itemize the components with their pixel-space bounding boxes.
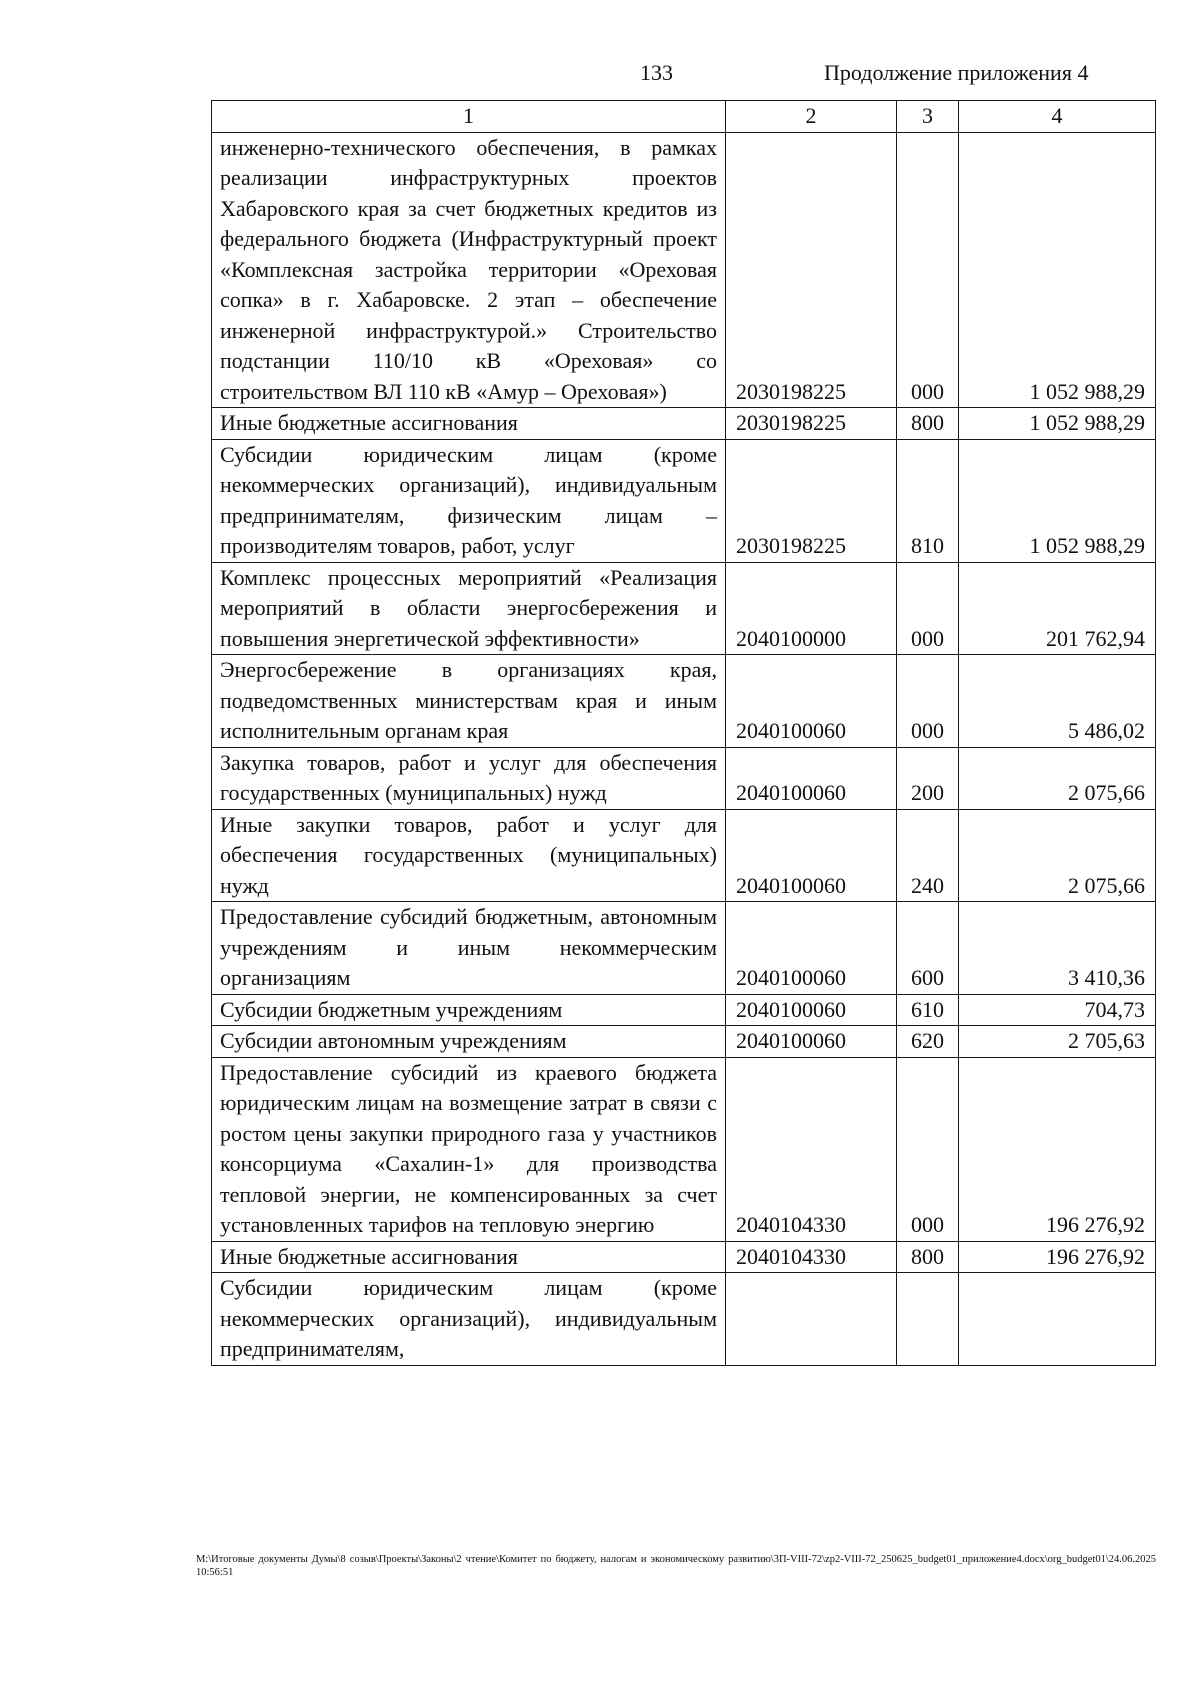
row-amount: 196 276,92: [959, 1241, 1156, 1273]
table-row: [212, 655, 1156, 748]
row-description: Комплекс процессных мероприятий «Реализация мероприятий в области энергосбережения и повышения энергетической эффективности»: [212, 562, 726, 655]
row-amount: 3 410,36: [959, 902, 1156, 995]
row-description: Субсидии автономным учреждениям: [212, 1026, 726, 1058]
row-description: Иные бюджетные ассигнования: [212, 408, 726, 440]
row-description: Предоставление субсидий бюджетным, автономным учреждениям и иным некоммерческим организациям: [212, 902, 726, 995]
row-description: Иные закупки товаров, работ и услуг для обеспечения государственных (муниципальных) нужд: [212, 809, 726, 902]
column-header-1: 1: [212, 101, 726, 133]
table-row: [212, 1057, 1156, 1241]
row-amount: 1 052 988,29: [959, 132, 1156, 408]
row-kind: 000: [897, 1057, 959, 1241]
row-code: 2040104330: [726, 1241, 897, 1273]
row-kind: 240: [897, 809, 959, 902]
row-description: Предоставление субсидий из краевого бюджета юридическим лицам на возмещение затрат в связи с ростом цены закупки природного газа у участников консорциума «Сахалин-1» для производства тепловой энергии, не компенсированных за счет установленных тарифов на тепловую энергию: [212, 1057, 726, 1241]
row-kind: 620: [897, 1026, 959, 1058]
row-kind: 610: [897, 994, 959, 1026]
row-description: Энергосбережение в организациях края, подведомственных министерствам края и иным исполнительным органам края: [212, 655, 726, 748]
continuation-label: Продолжение приложения 4: [824, 60, 1089, 85]
column-header-3: 3: [897, 101, 959, 133]
row-description: Субсидии бюджетным учреждениям: [212, 994, 726, 1026]
row-amount: 704,73: [959, 994, 1156, 1026]
table-row: [212, 562, 1156, 655]
row-amount: 196 276,92: [959, 1057, 1156, 1241]
row-code: 2040100000: [726, 562, 897, 655]
row-code: 2040100060: [726, 747, 897, 809]
budget-table: [211, 100, 1156, 1366]
row-amount: [959, 1273, 1156, 1366]
row-description: Субсидии юридическим лицам (кроме некоммерческих организаций), индивидуальным предпринимателям, физическим лицам – производителям товаров, работ, услуг: [212, 439, 726, 562]
table-row: [212, 994, 1156, 1026]
row-code: 2030198225: [726, 132, 897, 408]
row-description: инженерно-технического обеспечения, в рамках реализации инфраструктурных проектов Хабаровского края за счет бюджетных кредитов из федерального бюджета (Инфраструктурный проект «Комплексная застройка территории «Ореховая сопка» в г. Хабаровске. 2 этап – обеспечение инженерной инфраструктурой.» Строительство подстанции 110/10 кВ «Ореховая» со строительством ВЛ 110 кВ «Амур – Ореховая»): [212, 132, 726, 408]
row-description: Субсидии юридическим лицам (кроме некоммерческих организаций), индивидуальным предпринимателям,: [212, 1273, 726, 1366]
page-number: 133: [640, 60, 673, 85]
row-code: 2040100060: [726, 994, 897, 1026]
row-amount: 2 705,63: [959, 1026, 1156, 1058]
row-amount: 2 075,66: [959, 809, 1156, 902]
row-code: 2040104330: [726, 1057, 897, 1241]
row-description: Закупка товаров, работ и услуг для обеспечения государственных (муниципальных) нужд: [212, 747, 726, 809]
table-row: [212, 1241, 1156, 1273]
row-amount: 1 052 988,29: [959, 408, 1156, 440]
row-amount: 1 052 988,29: [959, 439, 1156, 562]
row-code: 2040100060: [726, 902, 897, 995]
column-header-4: 4: [959, 101, 1156, 133]
row-amount: 5 486,02: [959, 655, 1156, 748]
table-row: [212, 747, 1156, 809]
column-header-2: 2: [726, 101, 897, 133]
footer-file-path: M:\Итоговые документы Думы\8 созыв\Проекты\Законы\2 чтение\Комитет по бюджету, налогам и экономическому развитию\3П-VIII-72\zp2-VIII-72_250625_budget01_приложение4.docx\org_budget01\24.06.2025 10:56:51: [196, 1554, 1156, 1578]
row-kind: 000: [897, 132, 959, 408]
row-kind: 810: [897, 439, 959, 562]
row-code: 2040100060: [726, 809, 897, 902]
row-amount: 201 762,94: [959, 562, 1156, 655]
table-row: [212, 1273, 1156, 1366]
table-header-row: [212, 101, 1156, 133]
table-row: [212, 809, 1156, 902]
row-code: 2040100060: [726, 655, 897, 748]
row-kind: 000: [897, 655, 959, 748]
row-kind: 800: [897, 408, 959, 440]
table-row: [212, 1026, 1156, 1058]
row-code: 2030198225: [726, 439, 897, 562]
table-row: [212, 902, 1156, 995]
row-description: Иные бюджетные ассигнования: [212, 1241, 726, 1273]
row-kind: [897, 1273, 959, 1366]
table-row: [212, 132, 1156, 408]
row-kind: 800: [897, 1241, 959, 1273]
row-kind: 200: [897, 747, 959, 809]
row-amount: 2 075,66: [959, 747, 1156, 809]
table-row: [212, 439, 1156, 562]
row-code: 2030198225: [726, 408, 897, 440]
row-code: [726, 1273, 897, 1366]
table-row: [212, 408, 1156, 440]
row-code: 2040100060: [726, 1026, 897, 1058]
row-kind: 600: [897, 902, 959, 995]
row-kind: 000: [897, 562, 959, 655]
